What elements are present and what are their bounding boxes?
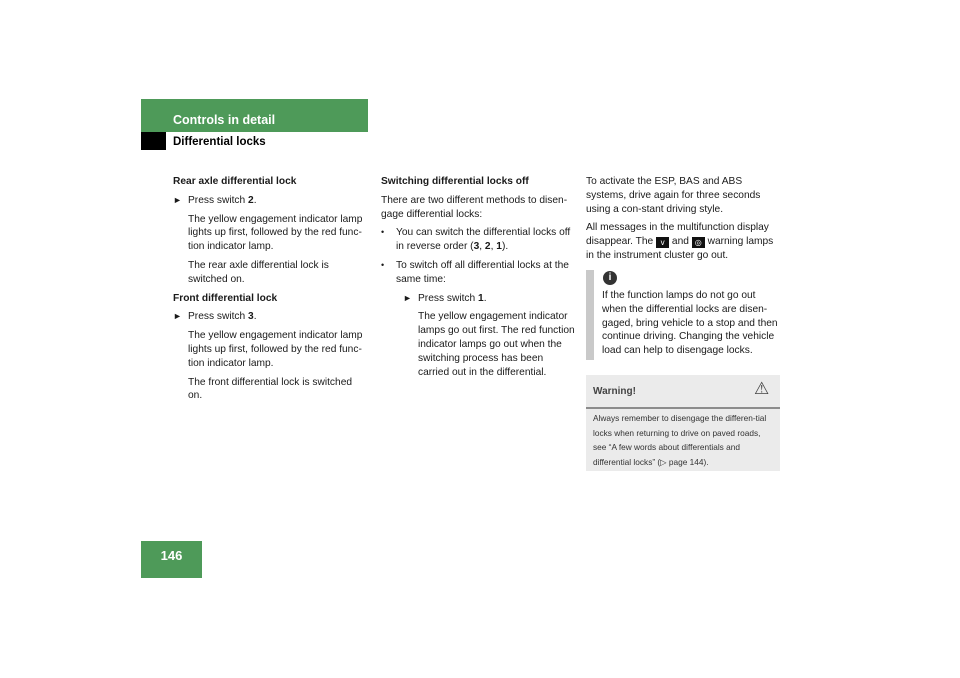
bullet-all-at-once: • To switch off all differential locks at the same time: bbox=[381, 259, 569, 285]
bullet-icon: • bbox=[381, 227, 385, 238]
step-press-switch-2: ► Press switch 2. bbox=[173, 194, 257, 206]
bullet-icon: • bbox=[381, 259, 385, 270]
arrow-icon: ► bbox=[173, 194, 182, 205]
warning-box bbox=[586, 375, 780, 471]
info-bar bbox=[586, 270, 594, 360]
warning-text: Always remember to disengage the differen-tial locks when returning to drive on paved roads, see “A few words about differentials and differential locks” (▷ page 144). bbox=[593, 413, 767, 467]
esp-warning-lamp-icon: v bbox=[656, 237, 669, 248]
warning-title: Warning! bbox=[593, 386, 636, 397]
step-press-switch-1: ► Press switch 1. bbox=[403, 292, 487, 304]
column-2 bbox=[381, 175, 576, 379]
rear-lamp-description: The yellow engagement indicator lamp lights up first, followed by the red func-tion indicator lamp. bbox=[188, 213, 363, 253]
page-number: 146 bbox=[160, 548, 183, 563]
subsection-title: Differential locks bbox=[173, 136, 266, 148]
column-1 bbox=[173, 175, 368, 403]
header-marker bbox=[141, 132, 166, 150]
switching-off-heading: Switching differential locks off bbox=[381, 176, 529, 187]
warning-triangle-icon: ⚠ bbox=[754, 379, 770, 398]
front-lock-heading: Front differential lock bbox=[173, 292, 278, 304]
rear-lock-status: The rear axle differential lock is switched on. bbox=[188, 259, 329, 285]
switch-off-lamp-description: The yellow engagement indicator lamps go out first. The red function indicator lamps go out when the switching process has been carried out in the differential. bbox=[418, 311, 575, 378]
messages-disappear-text: All messages in the multifunction display disappear. The v and ◎ warning lamps in the instrument cluster go out. bbox=[586, 222, 774, 261]
info-note bbox=[586, 270, 780, 360]
front-lock-status: The front differential lock is switched on. bbox=[188, 376, 353, 402]
activate-esp-text: To activate the ESP, BAS and ABS systems, drive again for three seconds using a con-stant driving style. bbox=[586, 176, 761, 215]
rear-axle-heading: Rear axle differential lock bbox=[173, 176, 297, 187]
front-lamp-description: The yellow engagement indicator lamp lights up first, followed by the red func-tion indicator lamp. bbox=[188, 330, 363, 369]
switching-off-intro: There are two different methods to disen-gage differential locks: bbox=[381, 194, 568, 220]
info-icon: i bbox=[603, 271, 617, 285]
info-text: If the function lamps do not go out when the differential locks are disen-gaged, bring vehicle to a stop and then continue driving. Changing the vehicle load can help to disengage locks. bbox=[602, 290, 778, 357]
arrow-icon: ► bbox=[403, 292, 412, 303]
step-press-switch-3: ► Press switch 3. bbox=[173, 311, 257, 323]
column-3 bbox=[586, 175, 781, 263]
bullet-reverse-order: • You can switch the differential locks off in reverse order (3, 2, 1). bbox=[381, 227, 571, 253]
warning-divider bbox=[586, 407, 780, 409]
abs-warning-lamp-icon: ◎ bbox=[692, 237, 705, 248]
arrow-icon: ► bbox=[173, 311, 182, 322]
section-title: Controls in detail bbox=[173, 113, 276, 127]
